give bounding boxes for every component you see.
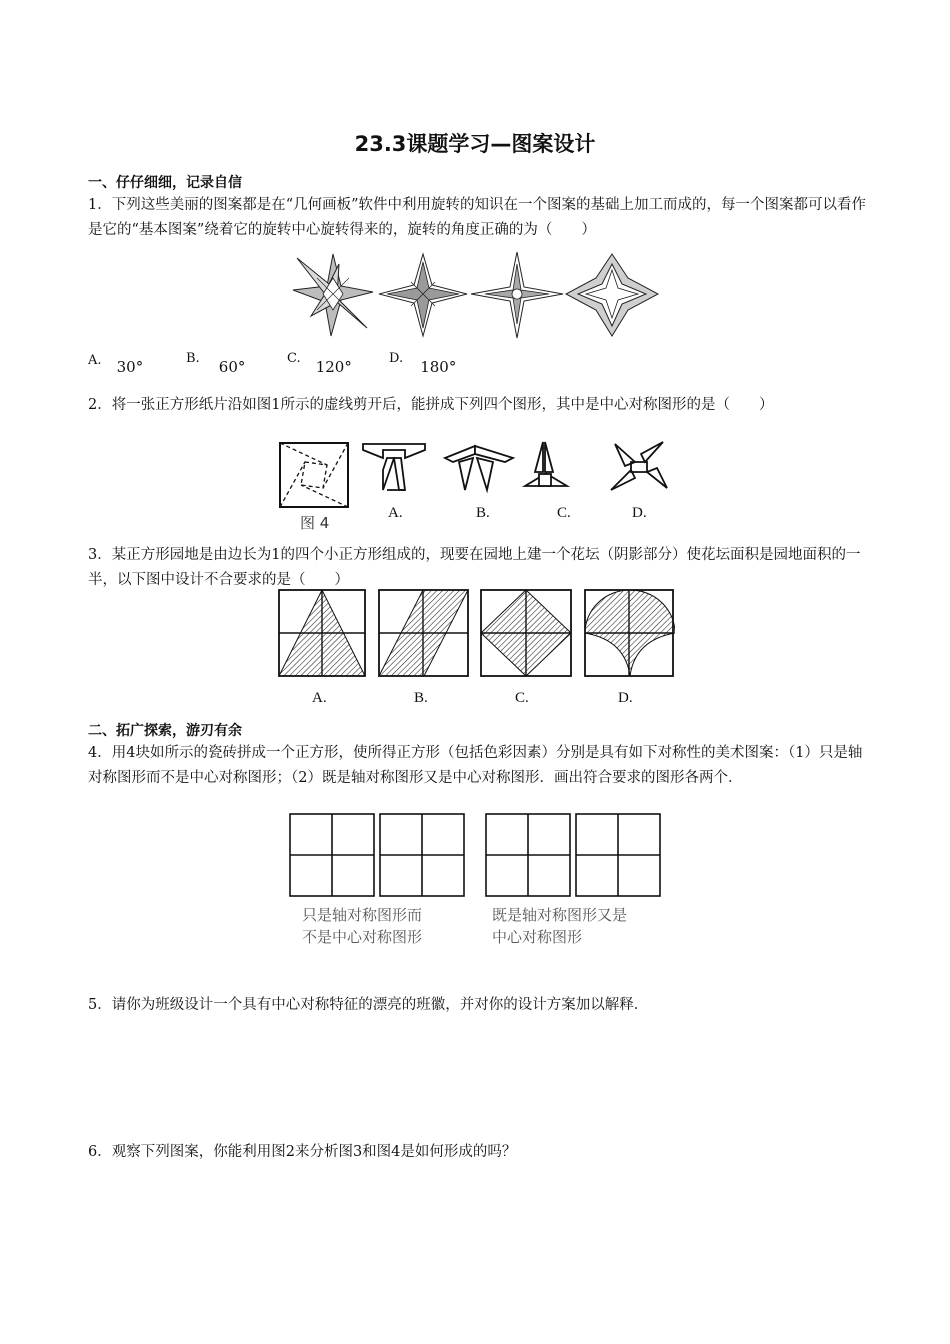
- q3-design-a: [279, 590, 365, 676]
- q1-option-a-label: A.: [88, 353, 102, 368]
- page-title: 23.3课题学习—图案设计: [354, 132, 596, 156]
- q2-option-c-shape: [525, 442, 567, 486]
- q1-option-c-label: C.: [287, 351, 301, 366]
- q2-square-with-dashed-cuts: [280, 443, 348, 507]
- star-pattern-3: [471, 252, 563, 338]
- q1-option-b[interactable]: [186, 347, 246, 376]
- q2-option-c[interactable]: C.: [557, 505, 571, 521]
- section-heading-2: 二、拓广探索，游刃有余: [88, 723, 242, 739]
- q2-option-d[interactable]: D.: [632, 505, 647, 521]
- q3-garden-designs: [275, 588, 675, 680]
- question-4-text: 4．用4块如所示的瓷砖拼成一个正方形，使所得正方形（包括色彩因素）分别是具有如下对称性的美术图案：（1）只是轴对称图形而不是中心对称图形；（2）既是轴对称图形又是中心对称图形．画出符合要求的图形各两个．: [88, 745, 863, 786]
- q1-option-d[interactable]: [389, 347, 457, 376]
- question-5-text: 5．请你为班级设计一个具有中心对称特征的漂亮的班徽，并对你的设计方案加以解释．: [88, 997, 649, 1013]
- q1-option-b-label: B.: [186, 351, 200, 366]
- q4-caption-1-line-2: 不是中心对称图形: [302, 928, 423, 946]
- q4-caption-2: [492, 904, 627, 948]
- q4-caption-1-line-1: 只是轴对称图形而: [302, 906, 423, 924]
- star-pattern-4: [566, 254, 658, 336]
- q2-option-b-shape: [445, 446, 513, 490]
- q1-option-d-label: D.: [389, 351, 404, 366]
- section-heading-1: 一、仔仔细细，记录自信: [88, 175, 242, 191]
- q1-option-b-value: 60°: [218, 358, 246, 376]
- q2-figures: [275, 440, 675, 510]
- q1-option-a-value: 30°: [116, 358, 144, 376]
- q2-option-d-shape: [611, 442, 667, 490]
- q2-option-b[interactable]: B.: [476, 505, 490, 521]
- q1-option-c-value: 120°: [315, 358, 352, 376]
- q1-option-d-value: 180°: [420, 358, 457, 376]
- q2-option-a[interactable]: A.: [388, 505, 403, 521]
- q3-design-d: [585, 590, 675, 676]
- q4-caption-1: [302, 904, 422, 948]
- question-3-text: 3．某正方形园地是由边长为1的四个小正方形组成的，现要在园地上建一个花坛（阴影部分）使花坛面积是园地面积的一半，以下图中设计不合要求的是（ ）: [88, 547, 861, 588]
- q3-option-d[interactable]: D.: [618, 690, 633, 706]
- q2-option-a-shape: [363, 444, 425, 490]
- question-2-text: 2．将一张正方形纸片沿如图1所示的虚线剪开后，能拼成下列四个图形，其中是中心对称图形的是（ ）: [88, 397, 774, 413]
- q4-empty-grids: [288, 812, 662, 898]
- star-pattern-1: [293, 254, 373, 336]
- question-6-text: 6．观察下列图案，你能利用图2来分析图3和图4是如何形成的吗？: [88, 1144, 517, 1160]
- q2-figure-label: 图 4: [300, 514, 330, 532]
- q1-option-c[interactable]: [287, 347, 352, 376]
- star-pattern-2: [379, 254, 467, 336]
- q3-design-b: [379, 590, 468, 676]
- q1-star-patterns: [285, 252, 665, 340]
- q3-option-c[interactable]: C.: [515, 690, 529, 706]
- q3-option-b[interactable]: B.: [414, 690, 428, 706]
- q1-option-a[interactable]: [88, 349, 144, 376]
- q4-caption-2-line-2: 中心对称图形: [492, 928, 583, 946]
- q3-option-a[interactable]: A.: [312, 690, 327, 706]
- q3-design-c: [481, 590, 571, 676]
- q4-caption-2-line-1: 既是轴对称图形又是: [492, 906, 628, 924]
- question-1-text: 1．下列这些美丽的图案都是在“几何画板”软件中利用旋转的知识在一个图案的基础上加工而成的，每一个图案都可以看作是它的“基本图案”绕着它的旋转中心旋转得来的，旋转的角度正确的为（ ）: [88, 197, 867, 238]
